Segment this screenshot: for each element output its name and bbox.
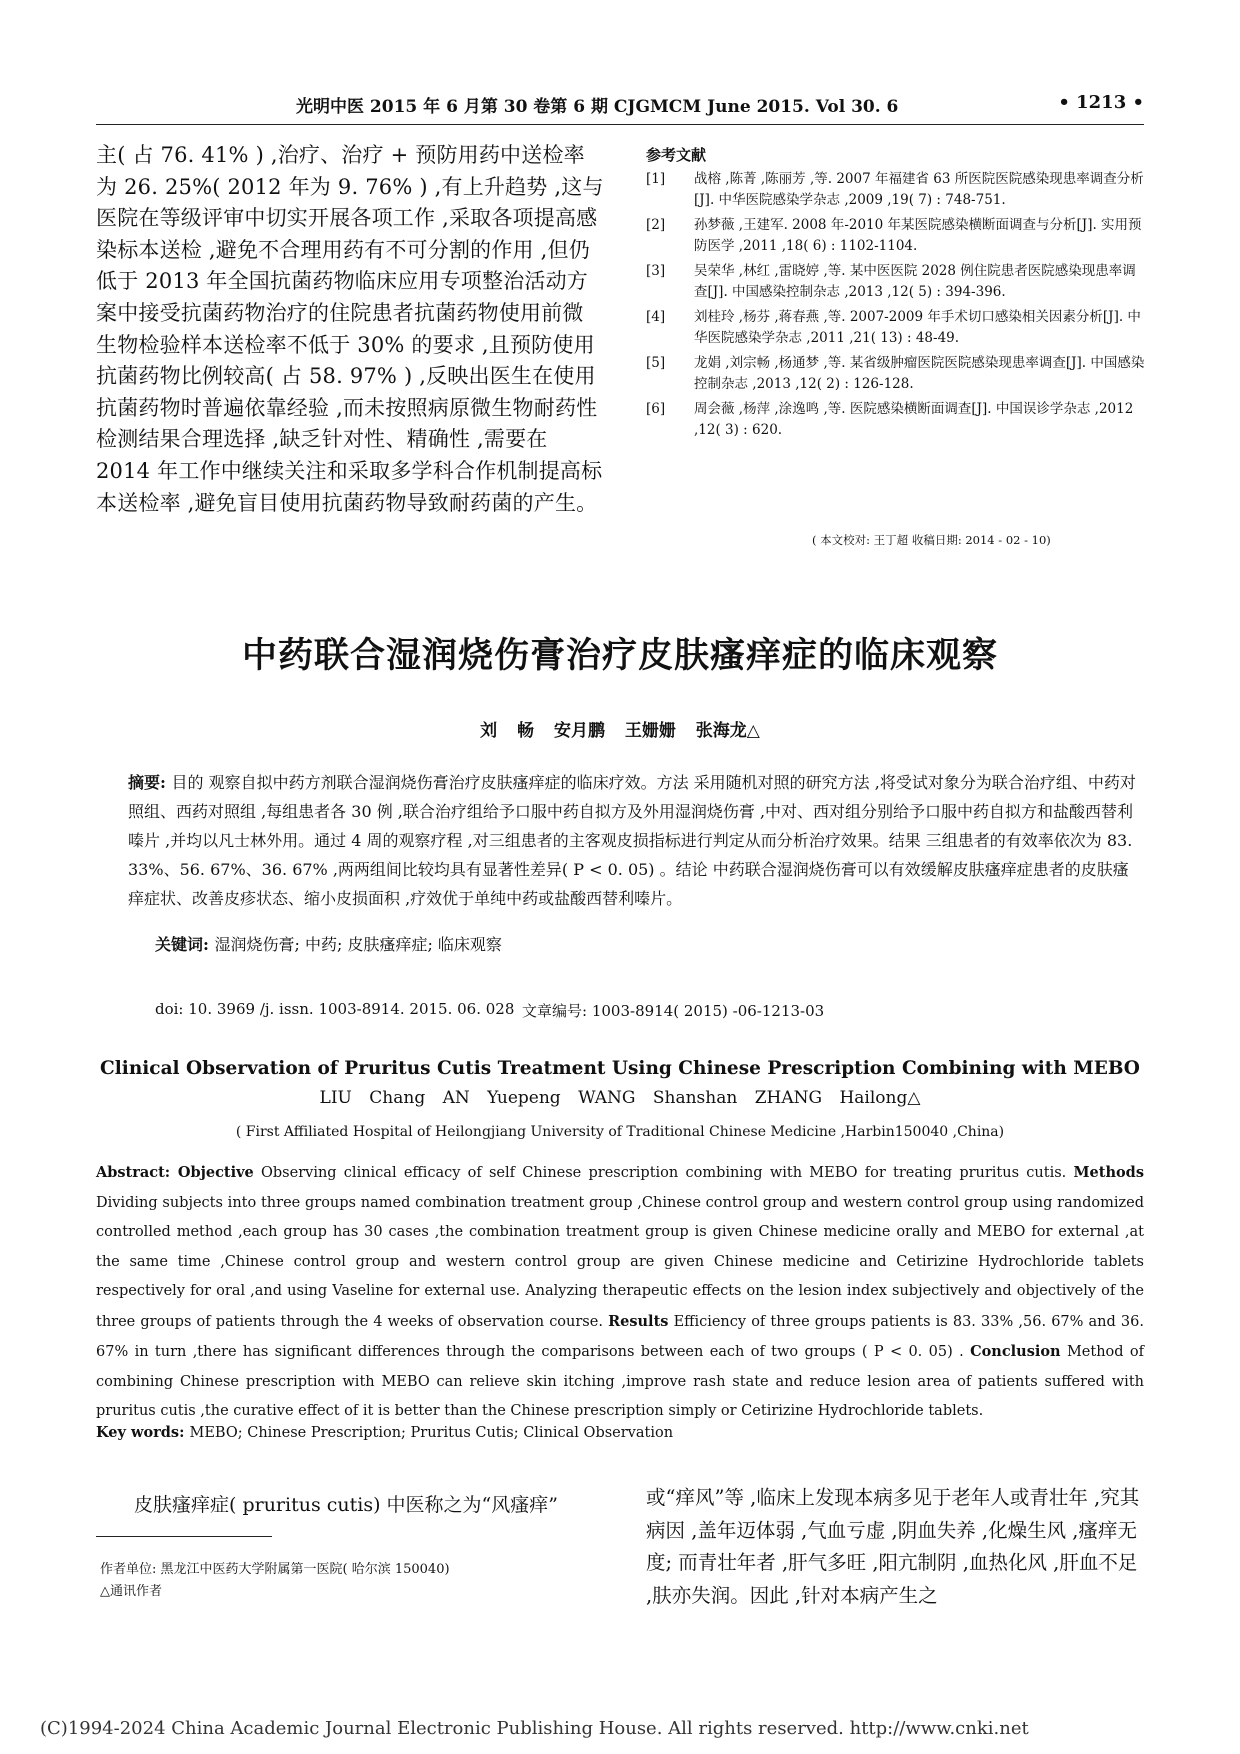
reference-text: 孙梦薇 ,王建军. 2008 年-2010 年某医院感染横断面调查与分析[J]. 实用预防医学 ,2011 ,18( 6) : 1102-1104. [694,216,1142,254]
reference-number: [1] [646,170,666,187]
prev-article-body [96,140,604,519]
body-paragraph-start: 皮肤瘙痒症( pruritus cutis) 中医称之为“风瘙痒” [134,1494,558,1516]
doi: doi: 10. 3969 /j. issn. 1003-8914. 2015. 06. 028 [155,1000,515,1018]
reference-item [646,261,1146,304]
english-authors: LIU Chang AN Yuepeng WANG Shanshan ZHANG Hailong△ [319,1088,921,1108]
body-right-column [646,1482,1146,1612]
body-left-column [96,1490,604,1521]
abstract-cn [128,768,1142,913]
references-title: 参考文献 [646,146,707,164]
article-number: 文章编号: 1003-8914( 2015) -06-1213-03 [522,1002,825,1020]
english-affiliation: ( First Affiliated Hospital of Heilongjiang University of Traditional Chinese Medicine ,Harbin150040 ,China) [235,1124,1005,1140]
body-paragraph-continued: 或“痒风”等 ,临床上发现本病多见于老年人或青壮年 ,究其病因 ,盖年迈体弱 ,气血亏虚 ,阴血失养 ,化燥生风 ,瘙痒无度; 而青壮年者 ,肝气多旺 ,阳亢制阴 ,血热化风 ,肝血不足 ,肤亦失润。因此 ,针对本病产生之 [646,1486,1140,1607]
footnote-corresponding: △通讯作者 [100,1584,162,1599]
reference-item [646,169,1146,212]
reference-item [646,353,1146,396]
article-title: 中药联合湿润烧伤膏治疗皮肤瘙痒症的临床观察 [241,636,998,676]
reference-text: 刘桂玲 ,杨芬 ,蒋春燕 ,等. 2007-2009 年手术切口感染相关因素分析[J]. 中华医院感染学杂志 ,2011 ,21( 13) : 48-49. [694,308,1141,346]
copyright-notice: (C)1994-2024 China Academic Journal Electronic Publishing House. All rights reserved. http://www.cnki.net [40,1718,1029,1739]
article-authors: 刘 畅 安月鹏 王姗姗 张海龙△ [480,721,760,741]
keywords-en [96,1424,673,1441]
keywords-en-text: MEBO; Chinese Prescription; Pruritus Cutis; Clinical Observation [189,1425,674,1441]
english-title: Clinical Observation of Pruritus Cutis Treatment Using Chinese Prescription Combining with MEBO [100,1058,1140,1079]
abstract-en-results-label: Results [608,1312,669,1330]
reference-text: 吴荣华 ,林红 ,雷晓婷 ,等. 某中医医院 2028 例住院患者医院感染现患率调查[J]. 中国感染控制杂志 ,2013 ,12( 5) : 394-396. [694,262,1136,300]
abstract-en-conclusion: Method of combining Chinese prescription with MEBO can relieve skin itching ,improve rash state and reduce lesion area of patients suffered with pruritus cutis ,the curative effect of it is better than the Chinese prescription simply or Cetirizine Hydrochloride tablets. [96,1344,1144,1419]
abstract-en-objective: Observing clinical efficacy of self Chinese prescription combining with MEBO for treating pruritus cutis. [253,1165,1074,1181]
reference-number: [5] [646,354,666,371]
keywords-en-label: Key words: [96,1424,190,1441]
page-number: • 1213 • [1058,92,1144,113]
prev-article-paragraph: 主( 占 76. 41% ) ,治疗、治疗 + 预防用药中送检率为 26. 25%( 2012 年为 9. 76% ) ,有上升趋势 ,这与医院在等级评审中切实开展各项工作 ,采取各项提高感染标本送检 ,避免不合理用药有不可分割的作用 ,但仍低于 2013 年全国抗菌药物临床应用专项整治活动方案中接受抗菌药物治疗的住院患者抗菌药物使用前微生物检验样本送检率不低于 30% 的要求 ,且预防使用抗菌药物比例较高( 占 58. 97% ) ,反映出医生在使用抗菌药物时普遍依靠经验 ,而未按照病原微生物耐药性检测结果合理选择 ,缺乏针对性、精确性 ,需要在 2014 年工作中继续关注和采取多学科合作机制提高标本送检率 ,避免盲目使用抗菌药物导致耐药菌的产生。 [96,143,604,515]
abstract-en-conclusion-label: Conclusion [970,1343,1061,1360]
keywords-cn-label: 关键词: [155,935,215,954]
abstract-en-label: Abstract: Objective [96,1164,254,1181]
abstract-en-results: Efficiency of three groups patients is 83. 33% ,56. 67% and 36. 67% in turn ,there has significant differences through the comparisons between each of two groups ( P < 0. 05) . [96,1313,1144,1360]
footnote-affiliation: 作者单位: 黑龙江中医药大学附属第一医院( 哈尔滨 150040) [100,1562,450,1577]
abstract-en-methods-label: Methods [1073,1164,1144,1181]
reference-item [646,399,1146,442]
proofread-note: ( 本文校对: 王丁超 收稿日期: 2014 - 02 - 10) [812,533,1051,547]
keywords-cn [155,932,502,955]
reference-text: 龙娟 ,刘宗畅 ,杨通梦 ,等. 某省级肿瘤医院医院感染现患率调查[J]. 中国感染控制杂志 ,2013 ,12( 2) : 126-128. [694,354,1145,392]
abstract-en [96,1158,1144,1427]
reference-item [646,307,1146,350]
reference-text: 周会薇 ,杨萍 ,涂逸鸣 ,等. 医院感染横断面调查[J]. 中国误诊学杂志 ,2012 ,12( 3) : 620. [694,400,1134,438]
abstract-en-methods: Dividing subjects into three groups named combination treatment group ,Chinese control group and western control group using randomized controlled method ,each group has 30 cases ,the combination treatment group is given Chinese medicine orally and MEBO for external ,at the same time ,Chinese control group and western control group are given Chinese medicine and Cetirizine Hydrochloride tablets respectively for oral ,and using Vaseline for external use. Analyzing therapeutic effects on the lesion index subjectively and objectively of the three groups of patients through the 4 weeks of observation course. [96,1194,1144,1330]
reference-number: [6] [646,400,666,417]
keywords-cn-text: 湿润烧伤膏; 中药; 皮肤瘙痒症; 临床观察 [214,935,502,954]
reference-number: [2] [646,216,666,233]
footnote-rule [96,1536,272,1537]
journal-info: 光明中医 2015 年 6 月第 30 卷第 6 期 CJGMCM June 2015. Vol 30. 6 [296,97,899,117]
reference-item [646,215,1146,258]
reference-text: 战榕 ,陈菁 ,陈丽芳 ,等. 2007 年福建省 63 所医院医院感染现患率调查分析[J]. 中华医院感染学杂志 ,2009 ,19( 7) : 748-751. [694,170,1144,208]
abstract-cn-text: 目的 观察自拟中药方剂联合湿润烧伤膏治疗皮肤瘙痒症的临床疗效。方法 采用随机对照的研究方法 ,将受试对象分为联合治疗组、中药对照组、西药对照组 ,每组患者各 30 例 ,联合治疗组给予口服中药自拟方及外用湿润烧伤膏 ,中对、西对组分别给予口服中药自拟方和盐酸西替利嗪片 ,并均以凡士林外用。通过 4 周的观察疗程 ,对三组患者的主客观皮损指标进行判定从而分析治疗效果。结果 三组患者的有效率依次为 83. 33%、56. 67%、36. 67% ,两两组间比较均具有显著性差异( P < 0. 05) 。结论 中药联合湿润烧伤膏可以有效缓解皮肤瘙痒症患者的皮肤瘙痒症状、改善皮疹状态、缩小皮损面积 ,疗效优于单纯中药或盐酸西替利嗪片。 [128,773,1136,908]
reference-number: [3] [646,262,666,279]
references-section [646,145,1146,445]
abstract-cn-label: 摘要: [128,773,172,792]
reference-number: [4] [646,308,666,325]
running-header [96,88,1144,125]
